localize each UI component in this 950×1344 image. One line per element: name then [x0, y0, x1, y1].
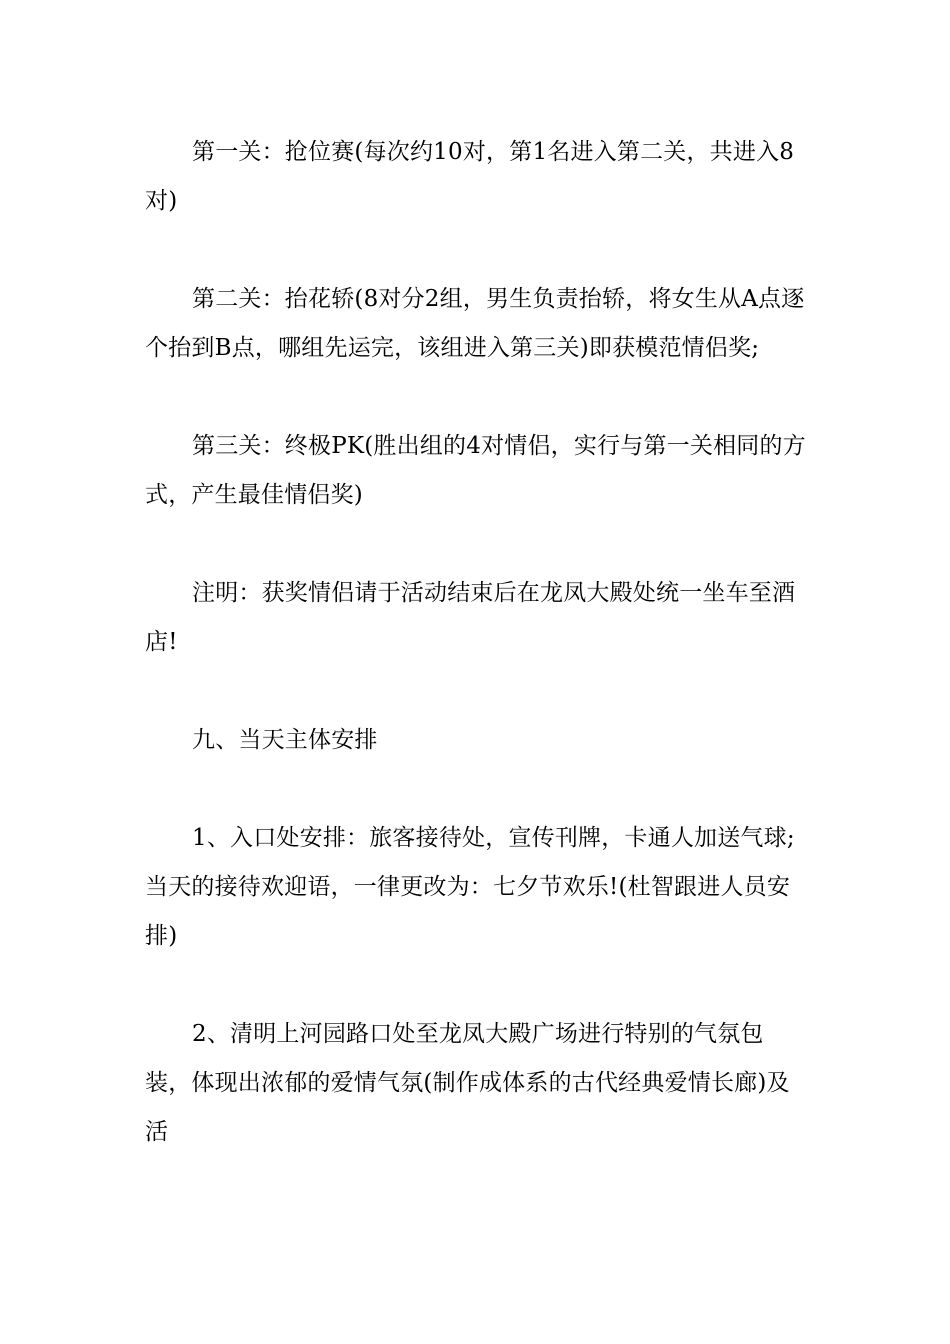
- paragraph-level-two: 第二关：抬花轿(8对分2组，男生负责抬轿，将女生从A点逐个抬到B点，哪组先运完，该组进入第三关)即获模范情侣奖;: [145, 286, 805, 361]
- paragraph-item-2: 2、清明上河园路口处至龙凤大殿广场进行特别的气氛包装，体现出浓郁的爱情气氛(制作成体系的古代经典爱情长廊)及活: [145, 1021, 790, 1145]
- paragraph-level-three: 第三关：终极PK(胜出组的4对情侣，实行与第一关相同的方式，产生最佳情侣奖): [145, 433, 806, 508]
- paragraph-note: 注明：获奖情侣请于活动结束后在龙凤大殿处统一坐车至酒店!: [145, 580, 796, 655]
- paragraph-item-1: 1、入口处安排：旅客接待处，宣传刊牌，卡通人加送气球;当天的接待欢迎语，一律更改为：七夕节欢乐!(杜智跟进人员安排): [145, 825, 795, 949]
- section-heading-nine: 九、当天主体安排: [192, 727, 378, 753]
- paragraph-level-one: 第一关：抢位赛(每次约10对，第1名进入第二关，共进入8对): [145, 139, 795, 214]
- body-text: [145, 128, 810, 1206]
